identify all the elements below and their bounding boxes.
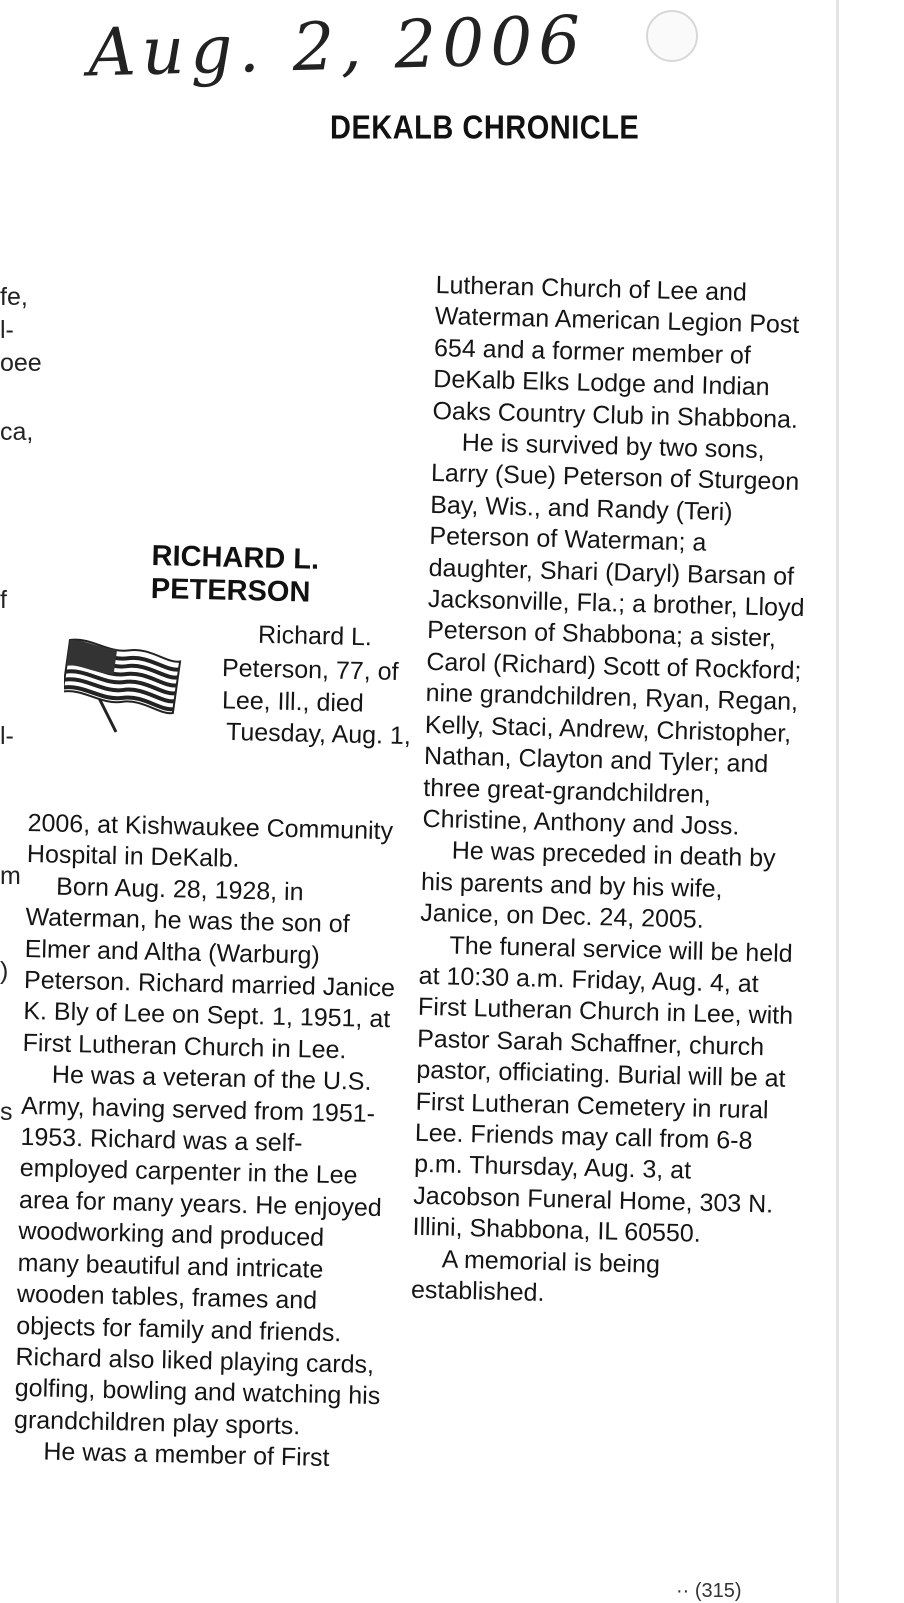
page-edge-divider [836, 0, 839, 1603]
left-edge-fragment: ca, [0, 418, 34, 446]
lead-line: Tuesday, Aug. 1, [225, 717, 412, 751]
left-edge-fragment: m [0, 862, 21, 890]
headline-line: RICHARD L. [151, 540, 320, 576]
obituary-right-column [411, 270, 820, 1315]
american-flag-icon [64, 626, 184, 736]
newspaper-masthead: DEKALB CHRONICLE [330, 109, 640, 147]
punch-hole [646, 10, 698, 62]
obituary-paragraph: A memorial is being established. [410, 1245, 661, 1307]
bottom-edge-fragment: ·· (315) [676, 1580, 742, 1602]
obituary-paragraph: He is survived by two sons, Larry (Sue) Peterson of Sturgeon Bay, Wis., and Randy (Teri) Peterson of Waterman; a daughter, Shari (Daryl) Barsan of Jacksonville, Fla.; a brother, Lloyd Peterson of Shabbona; a sister, Carol (Richard) Scott of Rockford; nine grandchildren, Ryan, Regan, Kelly, Staci, Andrew, Christopher, Nathan, Clayton and Tyler; and three great-grandchildren, Christine, Anthony and Joss. [422, 428, 805, 841]
obituary-left-column [13, 808, 400, 1476]
lead-line: Lee, Ill., died [221, 686, 365, 718]
headline-line: PETERSON [150, 572, 311, 609]
obituary-paragraph: Lutheran Church of Lee and Waterman American Legion Post 654 and a former member of DeKalb Elks Lodge and Indian Oaks Country Club in Shabbona. [432, 270, 800, 434]
obituary-paragraph: He was preceded in death by his parents and by his wife, Janice, on Dec. 24, 2005. [419, 836, 776, 934]
left-edge-fragment: s [0, 1098, 13, 1126]
obituary-paragraph: 2006, at Kishwaukee Community Hospital in DeKalb. [26, 808, 394, 874]
lead-line: Richard L. [257, 620, 373, 652]
left-edge-fragment: oee [0, 349, 42, 377]
left-edge-fragment: f [0, 586, 7, 614]
obituary-paragraph: The funeral service will be held at 10:30 a.m. Friday, Aug. 4, at First Lutheran Church in Lee, with Pastor Sarah Schaffner, church pastor, officiating. Burial will be at First Lutheran Cemetery in rural Lee. Friends may call from 6-8 p.m. Thursday, Aug. 3, at Jacobson Funeral Home, 303 N. Illini, Shabbona, IL 60550. [412, 931, 794, 1248]
obituary-paragraph: He was a member of First [43, 1437, 330, 1473]
left-edge-fragment: l- [0, 316, 14, 344]
obituary-paragraph: He was a veteran of the U.S. Army, having served from 1951-1953. Richard was a self-employed carpenter in the Lee area for many years. He enjoyed woodworking and produced many beautiful and intricate wooden tables, frames and objects for family and friends. Richard also liked playing cards, golfing, bowling and watching his grandchildren play sports. [13, 1060, 383, 1441]
handwritten-date: Aug. 2, 2006 [87, 1, 588, 92]
left-edge-fragment: ) [0, 957, 9, 985]
left-edge-fragment: fe, [0, 283, 28, 311]
lead-line: Peterson, 77, of [221, 654, 399, 686]
obituary-headline [151, 540, 320, 610]
obituary-paragraph: Born Aug. 28, 1928, in Waterman, he was the son of Elmer and Altha (Warburg) Peterson. Richard married Janice K. Bly of Lee on Sept. 1, 1951, at First Lutheran Church in Lee. [22, 872, 396, 1065]
left-edge-fragment: l- [0, 722, 14, 750]
